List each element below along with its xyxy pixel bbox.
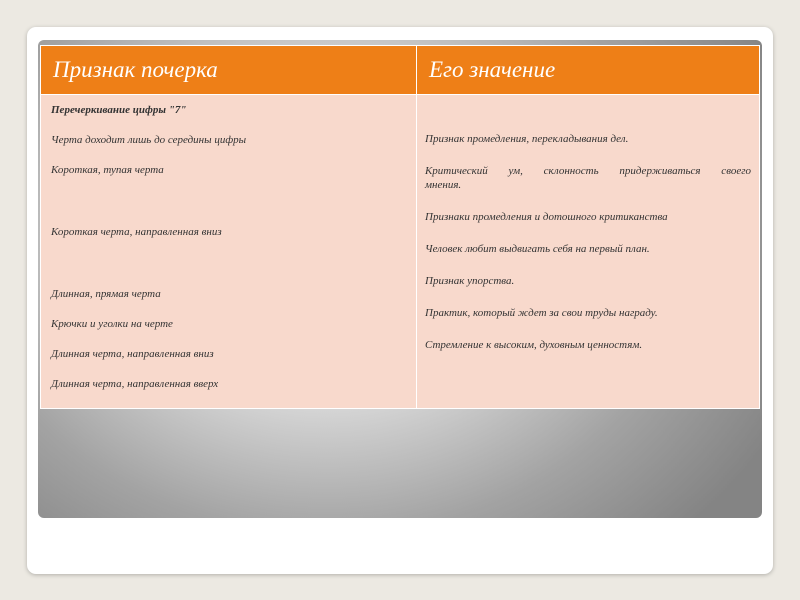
meaning-item: Критический ум, склонность придерживаться своего мнения. xyxy=(425,165,751,191)
meaning-item: Признаки промедления и дотошного критиканства xyxy=(425,211,668,223)
meaning-item: Человек любит выдвигать себя на первый план. xyxy=(425,243,650,255)
table-header-row xyxy=(41,46,760,95)
feature-cell xyxy=(41,95,417,409)
meaning-cell xyxy=(417,95,760,409)
feature-item: Длинная, прямая черта xyxy=(51,288,161,300)
meaning-item: Практик, который ждет за свои труды награду. xyxy=(425,307,658,319)
feature-item: Короткая черта, направленная вниз xyxy=(51,226,222,238)
meaning-item: Признак упорства. xyxy=(425,275,515,287)
feature-item: Крючки и уголки на черте xyxy=(51,318,173,330)
table-row xyxy=(41,95,760,409)
header-meaning: Его значение xyxy=(417,46,760,95)
feature-item: Длинная черта, направленная вниз xyxy=(51,348,214,360)
handwriting-table xyxy=(40,45,760,409)
header-feature: Признак почерка xyxy=(41,46,417,95)
feature-item: Короткая, тупая черта xyxy=(51,164,164,176)
feature-title: Перечеркивание цифры "7" xyxy=(51,104,187,116)
meaning-item: Стремление к высоким, духовным ценностям. xyxy=(425,339,643,351)
feature-item: Длинная черта, направленная вверх xyxy=(51,378,219,390)
meaning-item: Признак промедления, перекладывания дел. xyxy=(425,133,629,145)
feature-item: Черта доходит лишь до середины цифры xyxy=(51,134,247,146)
